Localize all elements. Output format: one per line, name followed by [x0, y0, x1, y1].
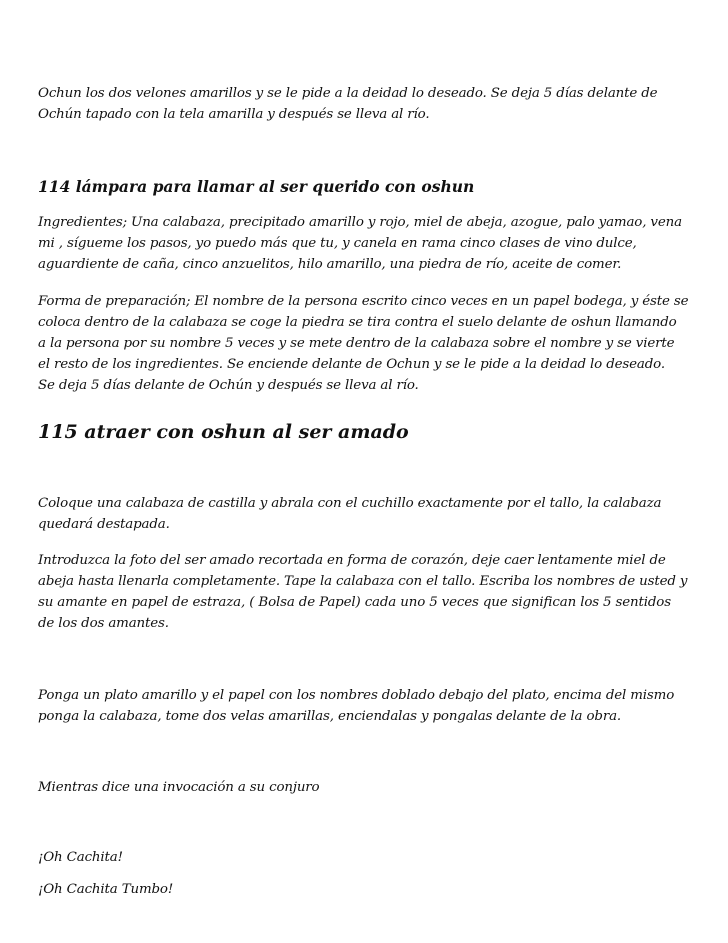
- text-line: Ochun los dos velones amarillos y se le pide a la deidad lo deseado. Se deja 5 días delante de: [38, 86, 658, 101]
- text-line: Forma de preparación; El nombre de la persona escrito cinco veces en un papel bodega, y éste se: [38, 294, 689, 309]
- section-115-paragraph-2: [38, 550, 690, 634]
- text-line: Se deja 5 días delante de Ochún y después se lleva al río.: [38, 378, 419, 393]
- text-line: a la persona por su nombre 5 veces y se mete dentro de la calabaza sobre el nombre y se vierte: [38, 336, 675, 351]
- text-line: aguardiente de caña, cinco anzuelitos, hilo amarillo, una piedra de río, aceite de comer.: [38, 257, 622, 272]
- text-line: quedará destapada.: [38, 517, 170, 532]
- ingredients-paragraph: [38, 212, 690, 275]
- text-line: el resto de los ingredientes. Se enciende delante de Ochun y se le pide a la deidad lo deseado.: [38, 357, 665, 372]
- text-line: Coloque una calabaza de castilla y abrala con el cuchillo exactamente por el tallo, la calabaza: [38, 496, 662, 511]
- text-line: su amante en papel de estraza, ( Bolsa de Papel) cada uno 5 veces que significan los 5 sentidos: [38, 595, 671, 610]
- section-115-paragraph-3: [38, 685, 690, 727]
- text-line: ponga la calabaza, tome dos velas amarillas, enciendalas y pongalas delante de la obra.: [38, 709, 622, 724]
- text-line: Introduzca la foto del ser amado recortada en forma de corazón, deje caer lentamente miel de: [38, 553, 666, 568]
- section-115-paragraph-4: [38, 777, 690, 798]
- section-115-heading: 115 atraer con oshun al ser amado: [38, 421, 409, 443]
- text-line: de los dos amantes.: [38, 616, 169, 631]
- text-line: ¡Oh Cachita Tumbo!: [38, 882, 174, 897]
- text-line: Mientras dice una invocación a su conjuro: [38, 780, 320, 795]
- text-line: Ponga un plato amarillo y el papel con los nombres doblado debajo del plato, encima del mismo: [38, 688, 675, 703]
- section-115-paragraph-1: [38, 493, 690, 535]
- text-line: coloca dentro de la calabaza se coge la piedra se tira contra el suelo delante de oshun llamando: [38, 315, 677, 330]
- preparation-paragraph: [38, 291, 690, 396]
- section-114-heading: 114 lámpara para llamar al ser querido con oshun: [38, 177, 475, 196]
- invocation-line-2: [38, 879, 690, 900]
- text-line: Ingredientes; Una calabaza, precipitado amarillo y rojo, miel de abeja, azogue, palo yamao, vena: [38, 215, 682, 230]
- text-line: abeja hasta llenarla completamente. Tape la calabaza con el tallo. Escriba los nombres de usted y: [38, 574, 688, 589]
- intro-paragraph: [38, 83, 690, 125]
- text-line: Ochún tapado con la tela amarilla y después se lleva al río.: [38, 107, 430, 122]
- text-line: mi , sígueme los pasos, yo puedo más que tu, y canela en rama cinco clases de vino dulce,: [38, 236, 637, 251]
- text-line: ¡Oh Cachita!: [38, 850, 123, 865]
- invocation-line-1: [38, 847, 690, 868]
